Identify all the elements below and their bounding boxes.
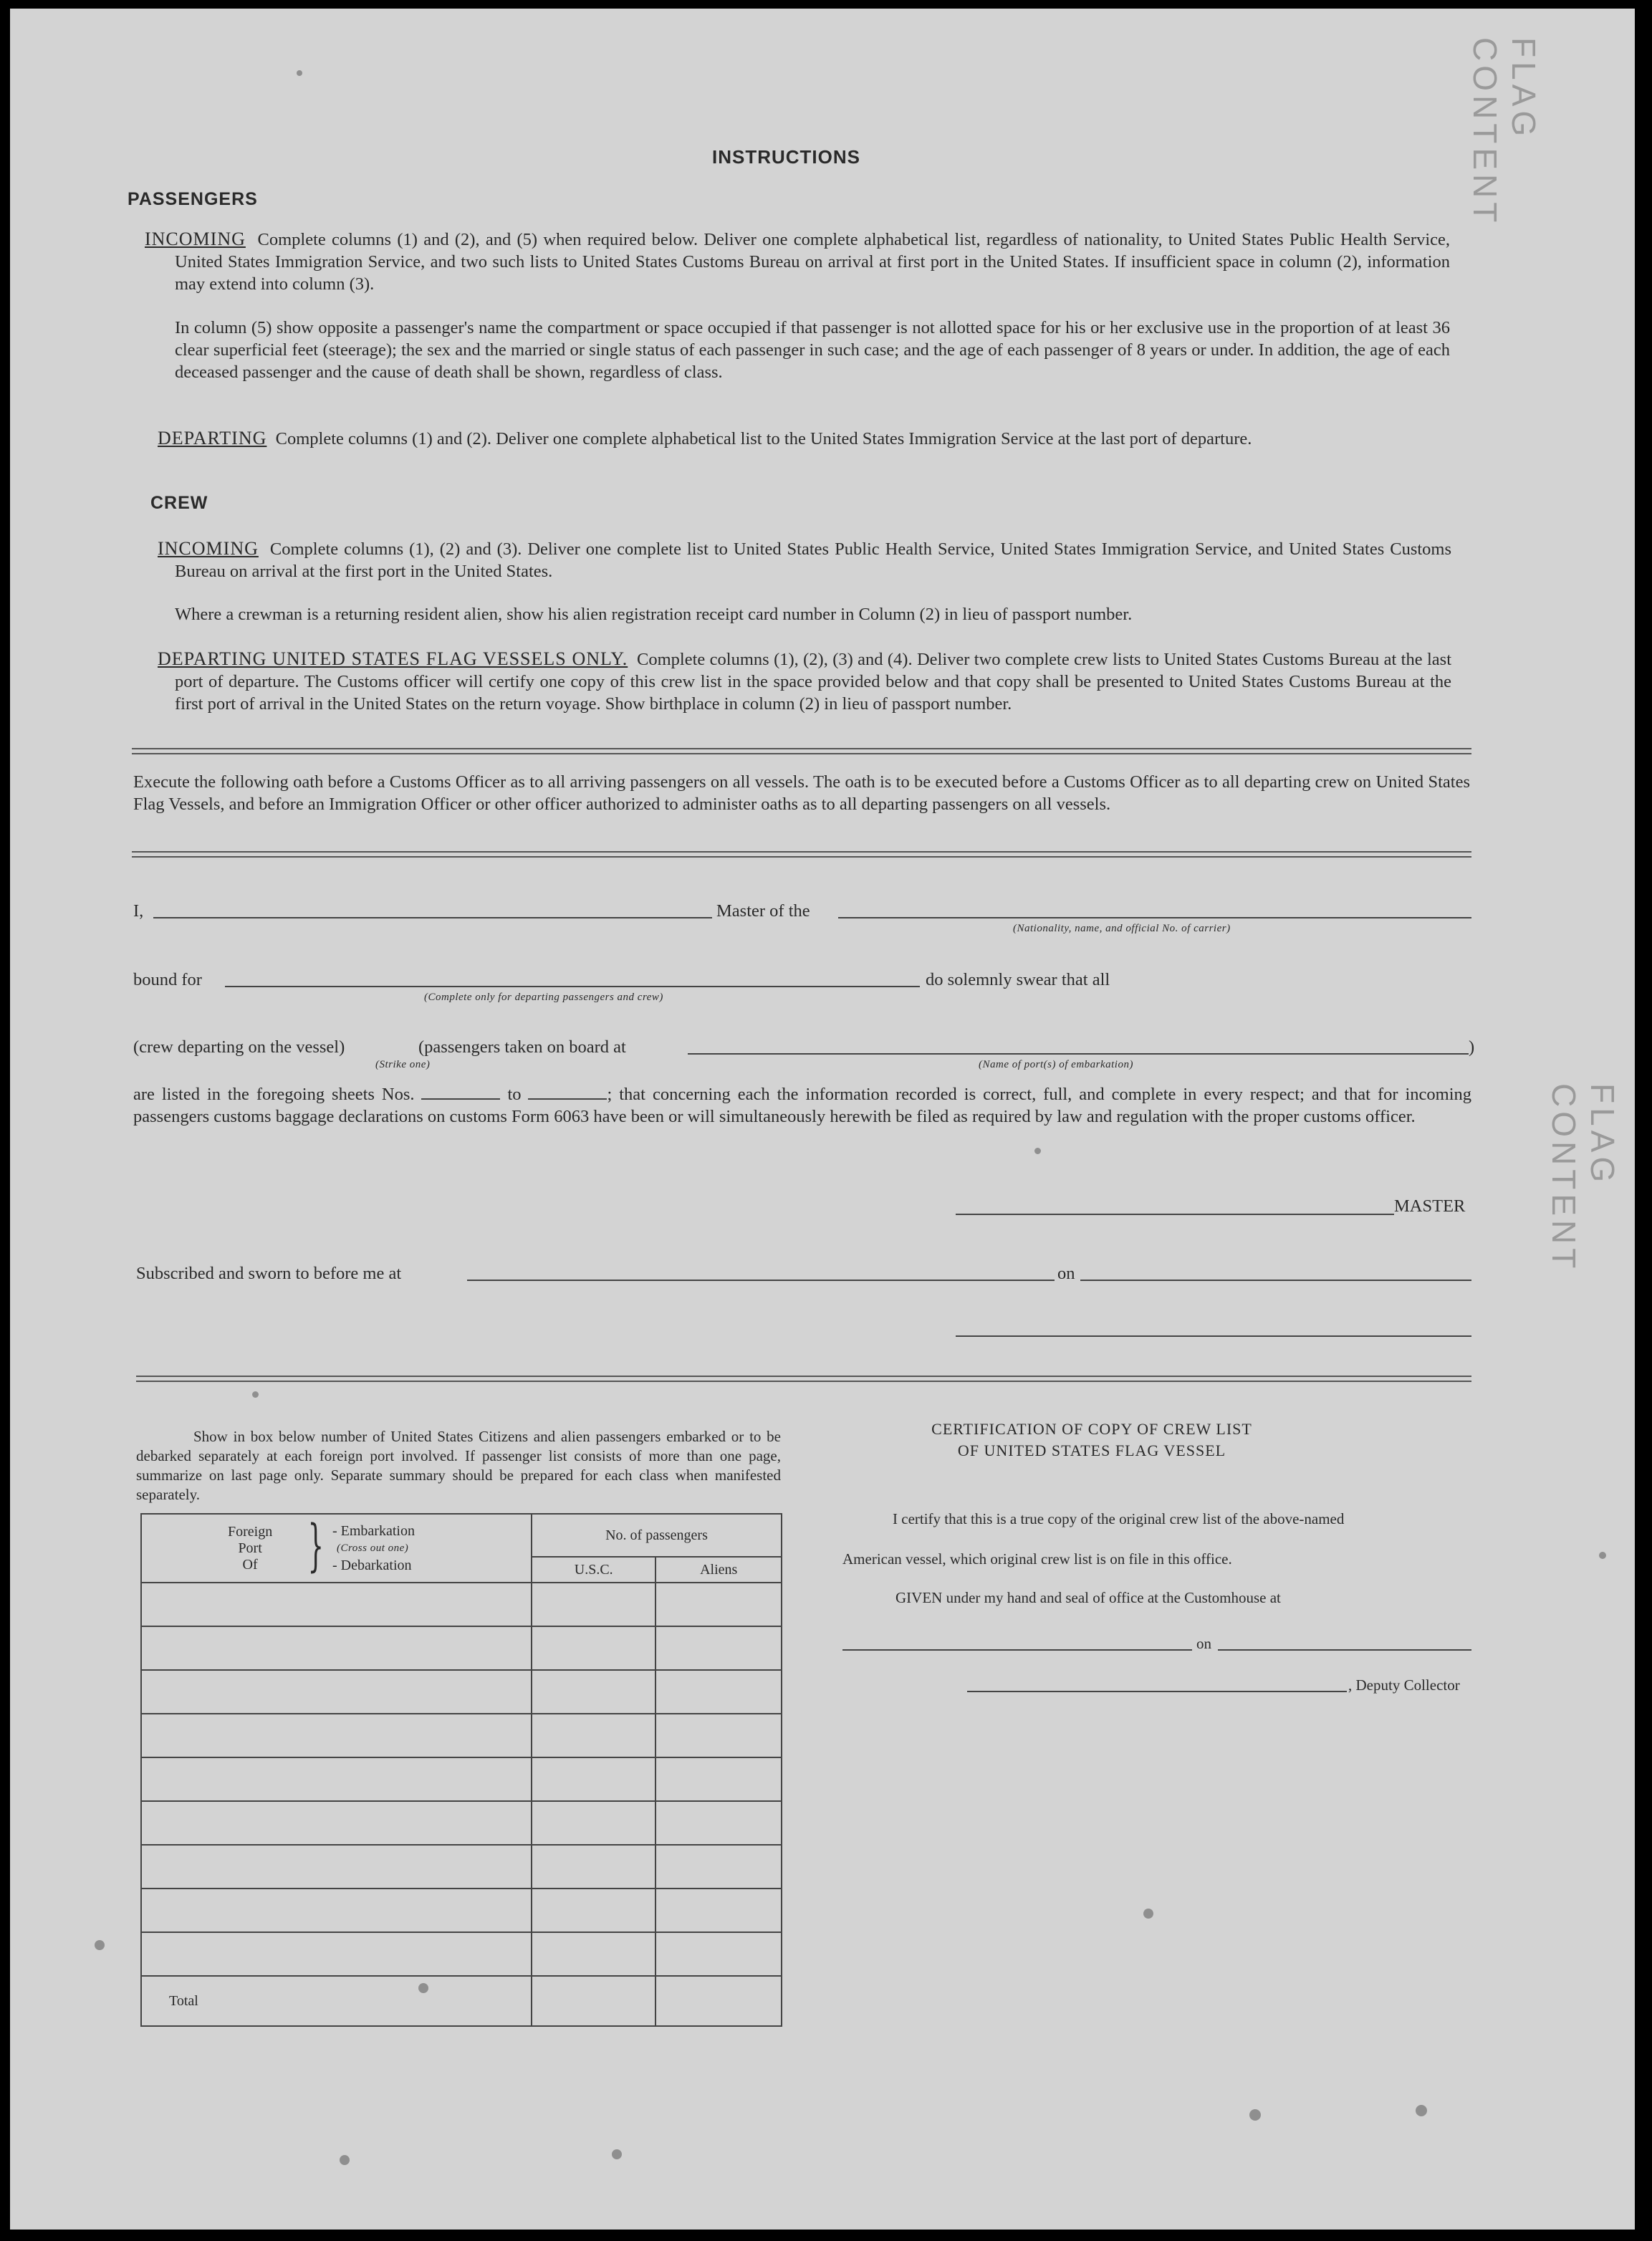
crew-heading: CREW [150,493,208,513]
port-cell[interactable] [141,1757,532,1801]
swear-text: do solemnly swear that all [926,970,1110,989]
no-of-passengers-header: No. of passengers [532,1514,782,1557]
carrier-caption: (Nationality, name, and official No. of carrier) [1013,923,1231,934]
usc-cell[interactable] [532,1626,655,1670]
sworn-place-field[interactable] [467,1280,1055,1281]
double-rule [132,851,1471,858]
scan-speck [1143,1909,1153,1919]
passengers-departing-lead: DEPARTING [158,428,267,448]
port-cell[interactable] [141,1801,532,1845]
port-cell[interactable] [141,1670,532,1714]
ports-embarkation-field[interactable] [688,1053,1469,1055]
aliens-cell[interactable] [655,1714,782,1757]
double-rule [132,748,1471,754]
oath-intro: Execute the following oath before a Customs Officer as to all arriving passengers on all vessels. The oath is to be executed before a Customs Officer as to all departing crew on United States Flag Vessels, and before an Immigration Officer or other officer authorized to administer oaths as to all departing passengers on all vessels. [133,772,1470,814]
crew-departing-flag-lead: DEPARTING UNITED STATES FLAG VESSELS ONLY. [158,648,628,669]
form-page [10,9,1635,2230]
usc-cell[interactable] [532,1889,655,1932]
debarkation-option[interactable]: - Debarkation [332,1558,412,1573]
master-of-the-label: Master of the [716,901,810,921]
master-signature-field[interactable] [956,1214,1394,1215]
usc-cell[interactable] [532,1757,655,1801]
aliens-cell[interactable] [655,1845,782,1889]
scan-speck [1249,2109,1261,2121]
embarkation-option[interactable]: - Embarkation [332,1523,415,1539]
certification-line-1: I certify that this is a true copy of the original crew list of the above-named [893,1510,1345,1527]
scan-speck [95,1940,105,1950]
brace-icon: } [307,1514,324,1578]
deputy-signature-field[interactable] [967,1691,1347,1692]
crew-incoming-paragraph [158,537,1451,582]
scan-speck [1599,1552,1606,1559]
oath-i-label: I, [133,901,144,921]
bound-for-label: bound for [133,970,202,989]
port-cell[interactable] [141,1845,532,1889]
scan-speck [1416,2105,1427,2116]
embark-options [332,1522,415,1574]
usc-cell[interactable] [532,1932,655,1976]
master-name-field[interactable] [153,917,712,918]
scan-speck [418,1983,428,1993]
crew-incoming-paragraph-2: Where a crewman is a returning resident alien, show his alien registration receipt card number in Column (2) in lieu of passport number. [175,605,1133,624]
passengers-incoming-paragraph-2: In column (5) show opposite a passenger's name the compartment or space occupied if that passenger is not allotted space for his or her exclusive use in the proportion of at least 36 clear superficial feet (steerage); the sex and the married or single status of each passenger in such case; and the age of each passenger of 8 years or under. In addition, the age of each deceased passenger and the cause of death shall be shown, regardless of class. [175,318,1450,382]
customhouse-place-field[interactable] [842,1649,1192,1651]
usc-cell[interactable] [532,1714,655,1757]
cert-date-field[interactable] [1218,1649,1471,1651]
cert-on-label: on [1196,1635,1211,1652]
officer-signature-field[interactable] [956,1335,1471,1337]
passengers-departing-text: Complete columns (1) and (2). Deliver one complete alphabetical list to the United States Immigration Service at the last port of departure. [275,429,1252,448]
bleed-through-text: FLAG CONTENT [1545,1083,1621,1273]
crew-incoming-lead: INCOMING [158,538,259,559]
foreign-port-of-label: Foreign Port Of [228,1524,273,1573]
oath-listed-paragraph [133,1083,1471,1128]
crew-departing-option[interactable]: (crew departing on the vessel) [133,1037,345,1057]
aliens-cell[interactable] [655,1889,782,1932]
usc-cell[interactable] [532,1583,655,1626]
aliens-cell[interactable] [655,1801,782,1845]
aliens-header: Aliens [655,1557,782,1583]
ports-caption: (Name of port(s) of embarkation) [979,1059,1133,1070]
sheet-from-field[interactable] [421,1085,500,1100]
bound-for-caption: (Complete only for departing passengers and crew) [424,992,663,1003]
sworn-on-label: on [1057,1264,1075,1283]
strike-one-caption: (Strike one) [375,1059,431,1070]
given-text: GIVEN under my hand and seal of office at the Customhouse at [895,1589,1281,1606]
aliens-cell[interactable] [655,1932,782,1976]
total-aliens-cell[interactable] [655,1976,782,2026]
passengers-heading: PASSENGERS [128,189,258,209]
port-cell[interactable] [141,1626,532,1670]
sworn-date-field[interactable] [1080,1280,1471,1281]
listed-text-a: are listed in the foregoing sheets Nos. [133,1085,415,1104]
deputy-collector-label: , Deputy Collector [1348,1676,1460,1694]
listed-text-b: ; that concerning each the information recorded is correct, full, and complete in every respect; and that for incoming passengers customs baggage declarations on customs Form 6063 have been or will simultaneously herewith be filed as required by law and regulation with the proper customs officer. [133,1085,1472,1126]
passengers-incoming-paragraph [145,228,1451,295]
passengers-taken-option[interactable]: (passengers taken on board at [418,1037,626,1057]
bound-for-field[interactable] [225,986,920,987]
subscribed-label: Subscribed and sworn to before me at [136,1264,402,1283]
certification-heading: CERTIFICATION OF COPY OF CREW LIST OF UNITED STATES FLAG VESSEL [931,1420,1252,1459]
master-label: MASTER [1394,1196,1466,1216]
usc-cell[interactable] [532,1670,655,1714]
port-cell[interactable] [141,1932,532,1976]
crew-departing-flag-text: Complete columns (1), (2), (3) and (4). Deliver two complete crew lists to United States Customs Bureau at the last port of departure. The Customs officer will certify one copy of this crew list in the space provided below and that copy shall be presented to United States Customs Bureau at the first port of arrival in the United States on the return voyage. Show birthplace in column (2) in lieu of passport number. [175,650,1452,714]
total-usc-cell[interactable] [532,1976,655,2026]
aliens-cell[interactable] [655,1626,782,1670]
aliens-cell[interactable] [655,1757,782,1801]
ports-summary-table [140,1513,782,2027]
certification-line-2: American vessel, which original crew list is on file in this office. [842,1550,1232,1568]
usc-header: U.S.C. [532,1557,655,1583]
scan-speck [340,2155,350,2165]
aliens-cell[interactable] [655,1583,782,1626]
scan-speck [1034,1148,1041,1154]
port-cell[interactable] [141,1583,532,1626]
port-cell[interactable] [141,1889,532,1932]
passengers-incoming-text: Complete columns (1) and (2), and (5) when required below. Deliver one complete alphabetical list, regardless of nationality, to United States Public Health Service, United States Immigration Service, and two such lists to United States Customs Bureau on arrival at first port in the United States. If insufficient space in column (2), information may extend into column (3). [175,230,1451,294]
summary-note: Show in box below number of United States Citizens and alien passengers embarked or to be debarked separately at each foreign port involved. If passenger list consists of more than one page, summarize on last page only. Separate summary should be prepared for each class when manifested separately. [136,1428,781,1503]
port-cell[interactable] [141,1714,532,1757]
usc-cell[interactable] [532,1845,655,1889]
close-paren: ) [1469,1037,1475,1057]
total-label: Total [141,1976,532,2026]
scan-speck [612,2149,622,2159]
page-title: INSTRUCTIONS [712,146,860,168]
crew-incoming-text: Complete columns (1), (2) and (3). Deliver one complete list to United States Public Health Service, United States Immigration Service, and United States Customs Bureau on arrival at the first port in the United States. [175,539,1451,581]
foreign-port-header [141,1514,532,1583]
passengers-departing-paragraph [158,427,1450,450]
scan-speck [252,1391,259,1398]
aliens-cell[interactable] [655,1670,782,1714]
carrier-field[interactable] [838,917,1471,918]
usc-cell[interactable] [532,1801,655,1845]
scan-speck [297,70,302,76]
listed-to: to [507,1085,522,1104]
passengers-incoming-lead: INCOMING [145,229,246,249]
cross-out-caption: (Cross out one) [337,1542,409,1554]
double-rule [136,1376,1471,1382]
crew-departing-flag-paragraph [158,648,1452,715]
sheet-to-field[interactable] [528,1085,607,1100]
bleed-through-text: FLAG CONTENT [1466,37,1542,227]
